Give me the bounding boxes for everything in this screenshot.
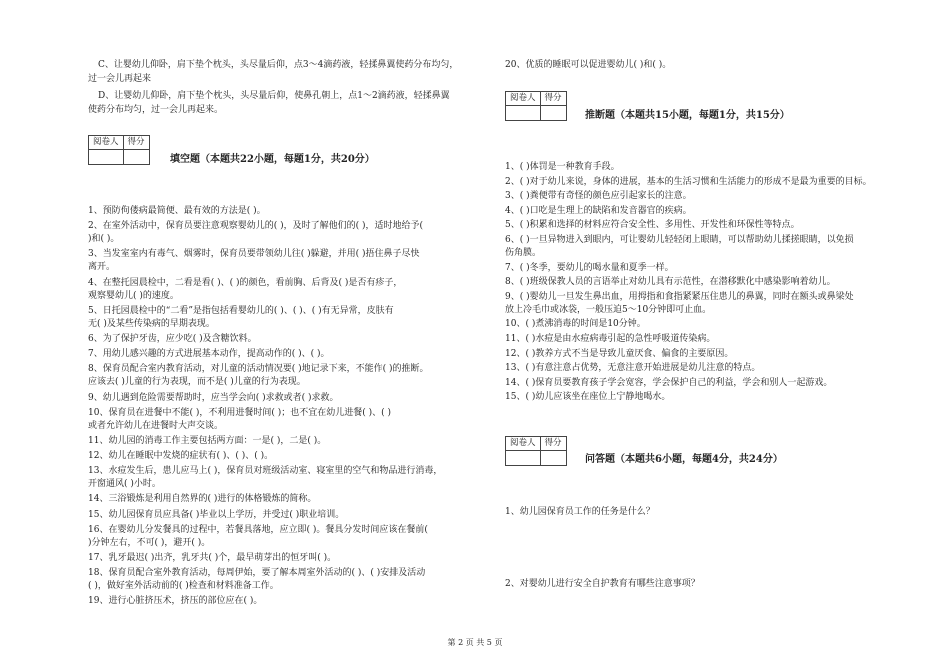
reviewer-cell[interactable] <box>506 451 541 466</box>
question-text-line: 8、( )班级保教人员的言语举止对幼儿具有示范性，在潜移默化中感染影响着幼儿。 <box>505 277 836 288</box>
score-header: 得分 <box>123 136 149 150</box>
question-item <box>505 176 905 189</box>
question-item <box>505 205 905 218</box>
question-text-line: 14、三浴锻炼是利用自然界的( )进行的体格锻炼的简称。 <box>88 494 317 505</box>
question-item <box>505 234 905 260</box>
score-table-essay <box>505 436 567 466</box>
question-item <box>88 407 488 433</box>
question-text-line: )和( )。 <box>88 234 120 245</box>
option-d-line2: 使药分布均匀，过一会儿再起来。 <box>88 105 224 115</box>
question-item <box>88 567 488 593</box>
question-item <box>88 524 488 550</box>
question-text-line: 11、( )水痘是由水痘病毒引起的急性呼吸道传染病。 <box>505 333 716 344</box>
question-text-line: 观察婴幼儿( )的速度。 <box>88 290 179 301</box>
question-text-line: 12、幼儿在睡眠中发烧的症状有( )、( )、( )。 <box>88 451 274 462</box>
question-text-line: 8、保育员配合室内教育活动，对儿童的活动情况要( )地记录下来，不能作( )的推断。 <box>88 364 429 375</box>
score-cell[interactable] <box>540 106 566 121</box>
question-text-line: 5、日托园晨检中的“二看”是指包括看婴幼儿的( )、( )、( )有无异常，皮肤有 <box>88 305 394 316</box>
question-text-line: 6、( )一旦异物进入到眼内，可让婴幼儿轻轻闭上眼睛，可以帮助幼儿揉搓眼睛，以免损 <box>505 234 854 245</box>
question-text-line: 放上冷毛巾或冰袋，一般压迫5～10分钟即可止血。 <box>505 304 712 315</box>
score-cell[interactable] <box>540 451 566 466</box>
page-footer: 第 2 页 共 5 页 <box>447 638 503 647</box>
question-item <box>88 220 488 246</box>
question-text-line: 11、幼儿园的消毒工作主要包括两方面：一是( )，二是( )。 <box>88 435 327 446</box>
essay-question-1: 1、幼儿园保育员工作的任务是什么？ <box>505 507 655 517</box>
question-text-line: 18、保育员配合室外教育活动，每周伊始，要了解本周室外活动的( )、( )安排及活动 <box>88 568 426 579</box>
question-item <box>505 219 905 232</box>
question-text-line: 15、幼儿园保育员应具备( )毕业以上学历，并受过( )职业培训。 <box>88 509 345 520</box>
question-item <box>505 190 905 203</box>
question-text-line: 10、( )煮沸消毒的时间是10分钟。 <box>505 319 646 330</box>
section-title-fill-blank: 填空题（本题共22小题，每题1分，共20分） <box>170 154 375 165</box>
question-item <box>88 363 488 389</box>
question-item <box>505 262 905 275</box>
question-20: 20、优质的睡眠可以促进婴幼儿( )和( )。 <box>505 60 672 70</box>
question-text-line: 或者允许幼儿在进餐时大声交谈。 <box>88 420 224 431</box>
question-text-line: ( )，做好室外活动前的( )检查和材料准备工作。 <box>88 581 279 592</box>
score-cell[interactable] <box>123 150 149 165</box>
question-item <box>88 248 488 274</box>
question-text-line: 1、( )体罚是一种教育手段。 <box>505 162 620 172</box>
question-item <box>88 493 488 506</box>
question-item <box>88 277 488 303</box>
question-text-line: 2、( )对于幼儿来说，身体的进展，基本的生活习惯和生活能力的形成不是最为重要的目标。 <box>505 176 872 187</box>
question-text-line: 离开。 <box>88 262 116 273</box>
question-text-line: 应该去( )儿童的行为表现，而不是( )儿童的行为表现。 <box>88 377 306 388</box>
question-item <box>88 348 488 361</box>
option-c-line1: C、让婴幼儿仰卧，肩下垫个枕头，头尽量后仰，点3～4滴药液，轻揉鼻翼使药分布均匀， <box>98 60 459 70</box>
question-item <box>505 391 905 404</box>
question-item <box>505 291 905 317</box>
option-d-line1: D、让婴幼儿仰卧，肩下垫个枕头，头尽量后仰，使鼻孔朝上，点1～2滴药液，轻揉鼻翼 <box>98 91 450 101</box>
question-text-line: 3、当发室室内有毒气、烟雾时，保育员要带领幼儿往( )躲避，并用( )捂住鼻子尽快 <box>88 249 420 260</box>
question-item <box>505 333 905 346</box>
question-item <box>88 392 488 405</box>
question-item <box>505 362 905 375</box>
section-title-judgment: 推断题（本题共15小题，每题1分，共15分） <box>585 110 790 121</box>
question-text-line: 16、在婴幼儿分发餐具的过程中，若餐具落地，应立即( )。餐具分发时间应该在餐前( <box>88 524 428 535</box>
question-text-line: 7、( )冬季，要幼儿的喝水量和夏季一样。 <box>505 262 674 273</box>
question-text-line: 5、( )积累和选择的材料应符合安全性、多用性、开发性和环保性等特点。 <box>505 220 800 231</box>
score-table <box>88 135 150 165</box>
question-item <box>505 318 905 331</box>
question-item <box>88 465 488 491</box>
reviewer-header: 阅卷人 <box>506 437 541 451</box>
question-item <box>505 348 905 361</box>
score-header: 得分 <box>540 92 566 106</box>
reviewer-header: 阅卷人 <box>506 92 541 106</box>
judgment-question-list <box>505 161 905 406</box>
question-text-line: 13、( )有意注意占优势，无意注意开始进展是幼儿注意的特点。 <box>505 363 761 374</box>
question-text-line: 14、( )保育员要教育孩子学会宽容，学会保护自己的利益，学会和别人一起游戏。 <box>505 377 833 388</box>
fill-blank-question-list <box>88 205 488 611</box>
score-table-judgment <box>505 91 567 121</box>
question-text-line: 7、用幼儿感兴趣的方式进展基本动作，提高动作的( )、( )。 <box>88 349 330 360</box>
reviewer-cell[interactable] <box>506 106 541 121</box>
question-text-line: 19、进行心脏挤压术，挤压的部位应在( )。 <box>88 596 263 607</box>
question-text-line: 17、乳牙最迟( )出齐，乳牙共( )个，最早萌芽出的恒牙叫( )。 <box>88 553 337 563</box>
question-text-line: 9、幼儿遇到危险需要帮助时，应当学会向( )求救或者( )求救。 <box>88 392 339 403</box>
question-item <box>88 333 488 346</box>
reviewer-cell[interactable] <box>89 150 124 165</box>
question-text-line: )分钟左右，不可( )，避开( )。 <box>88 537 211 548</box>
question-text-line: 12、( )教养方式不当是导致儿童厌食、偏食的主要原因。 <box>505 348 734 359</box>
question-text-line: 2、在室外活动中，保育员要注意观察婴幼儿的( )，及时了解他们的( )，适时地给予( <box>88 221 424 232</box>
question-text-line: 无( )及某些传染病的早期表现。 <box>88 318 215 329</box>
question-item <box>505 161 905 174</box>
score-header: 得分 <box>540 437 566 451</box>
question-text-line: 4、在整托园晨检中，二看是看( )、( )的颜色，看前胸、后背及( )是否有疹子， <box>88 277 403 288</box>
question-text-line: 15、( )幼儿应该坐在座位上宁静地喝水。 <box>505 392 671 403</box>
question-item <box>88 435 488 448</box>
question-item <box>88 450 488 463</box>
question-text-line: 9、( )婴幼儿一旦发生鼻出血，用拇指和食指紧紧压住患儿的鼻翼，同时在额头或鼻梁处 <box>505 291 854 302</box>
section-title-essay: 问答题（本题共6小题，每题4分，共24分） <box>585 454 783 465</box>
essay-question-2: 2、对婴幼儿进行安全自护教育有哪些注意事项？ <box>505 579 700 589</box>
question-text-line: 1、预防佝偻病最简便、最有效的方法是( )。 <box>88 206 266 216</box>
question-text-line: 3、( )粪便带有奇怪的颜色应引起家长的注意。 <box>505 191 692 202</box>
question-item <box>88 509 488 522</box>
question-item <box>88 305 488 331</box>
question-text-line: 13、水痘发生后，患儿应马上( )，保育员对班级活动室、寝室里的空气和物品进行消毒， <box>88 466 443 477</box>
question-item <box>505 377 905 390</box>
question-item <box>88 595 488 608</box>
question-text-line: 4、( )口吃是生理上的缺陷和发音器官的疾病。 <box>505 205 692 216</box>
question-text-line: 开窗通风( )小时。 <box>88 479 161 490</box>
question-text-line: 6、为了保护牙齿，应少吃( )及含糖饮料。 <box>88 333 257 344</box>
reviewer-header: 阅卷人 <box>89 136 124 150</box>
question-item <box>505 276 905 289</box>
option-c-line2: 过一会儿再起来 <box>88 74 152 84</box>
question-item <box>88 552 488 565</box>
question-text-line: 10、保育员在进餐中不能( )，不利用进餐时间( )；也不宜在幼儿进餐( )、( ) <box>88 407 391 418</box>
question-item <box>88 205 488 218</box>
question-text-line: 伤角膜。 <box>505 247 542 258</box>
